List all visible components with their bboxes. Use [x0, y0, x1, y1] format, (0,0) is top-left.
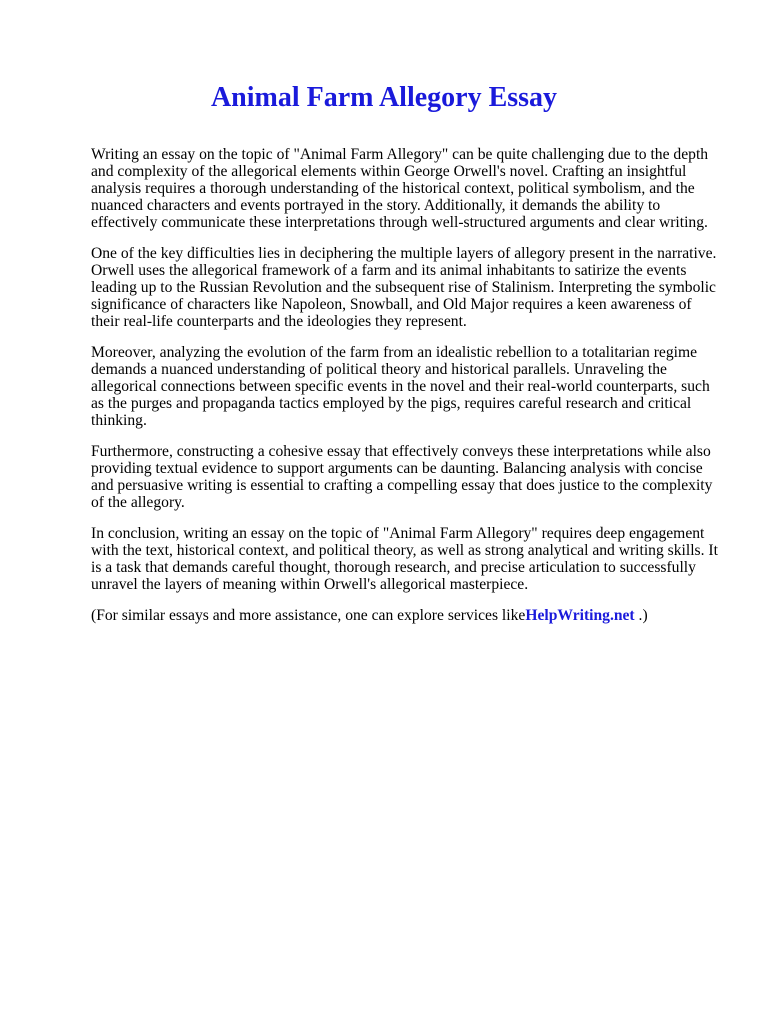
footer-note-suffix: .): [634, 607, 648, 624]
paragraph-4: Furthermore, constructing a cohesive essay that effectively conveys these interpretations while also providing textual evidence to support arguments can be daunting. Balancing analysis with concise and persuasive writing is essential to crafting a compelling essay that does justice to the complexity of the allegory.: [91, 443, 713, 511]
paragraph-1: Writing an essay on the topic of "Animal Farm Allegory" can be quite challenging due to the depth and complexity of the allegorical elements within George Orwell's novel. Crafting an insightful analysis requires a thorough understanding of the historical context, political symbolism, and the nuanced characters and events portrayed in the story. Additionally, it demands the ability to effectively communicate these interpretations through well-structured arguments and clear writing.: [91, 146, 709, 231]
page-title: Animal Farm Allegory Essay: [210, 82, 558, 113]
footer-note-prefix: (For similar essays and more assistance, one can explore services like: [91, 607, 526, 624]
helpwriting-link[interactable]: HelpWriting.net: [525, 607, 635, 624]
paragraph-3: Moreover, analyzing the evolution of the farm from an idealistic rebellion to a totalitarian regime demands a nuanced understanding of political theory and historical parallels. Unraveling the allegorical connections between specific events in the novel and their real-world counterparts, such as the purges and propaganda tactics employed by the pigs, requires careful research and critical thinking.: [91, 344, 710, 429]
paragraph-5: In conclusion, writing an essay on the topic of "Animal Farm Allegory" requires deep engagement with the text, historical context, and political theory, as well as strong analytical and writing skills. It is a task that demands careful thought, thorough research, and precise articulation to successfully unravel the layers of meaning within Orwell's allegorical masterpiece.: [91, 525, 718, 593]
footer-note: [91, 607, 723, 624]
essay-body: [91, 146, 723, 638]
paragraph-2: One of the key difficulties lies in deciphering the multiple layers of allegory present in the narrative. Orwell uses the allegorical framework of a farm and its animal inhabitants to satirize the events leading up to the Russian Revolution and the subsequent rise of Stalinism. Interpreting the symbolic significance of characters like Napoleon, Snowball, and Old Major requires a keen awareness of their real-life counterparts and the ideologies they represent.: [91, 245, 717, 330]
